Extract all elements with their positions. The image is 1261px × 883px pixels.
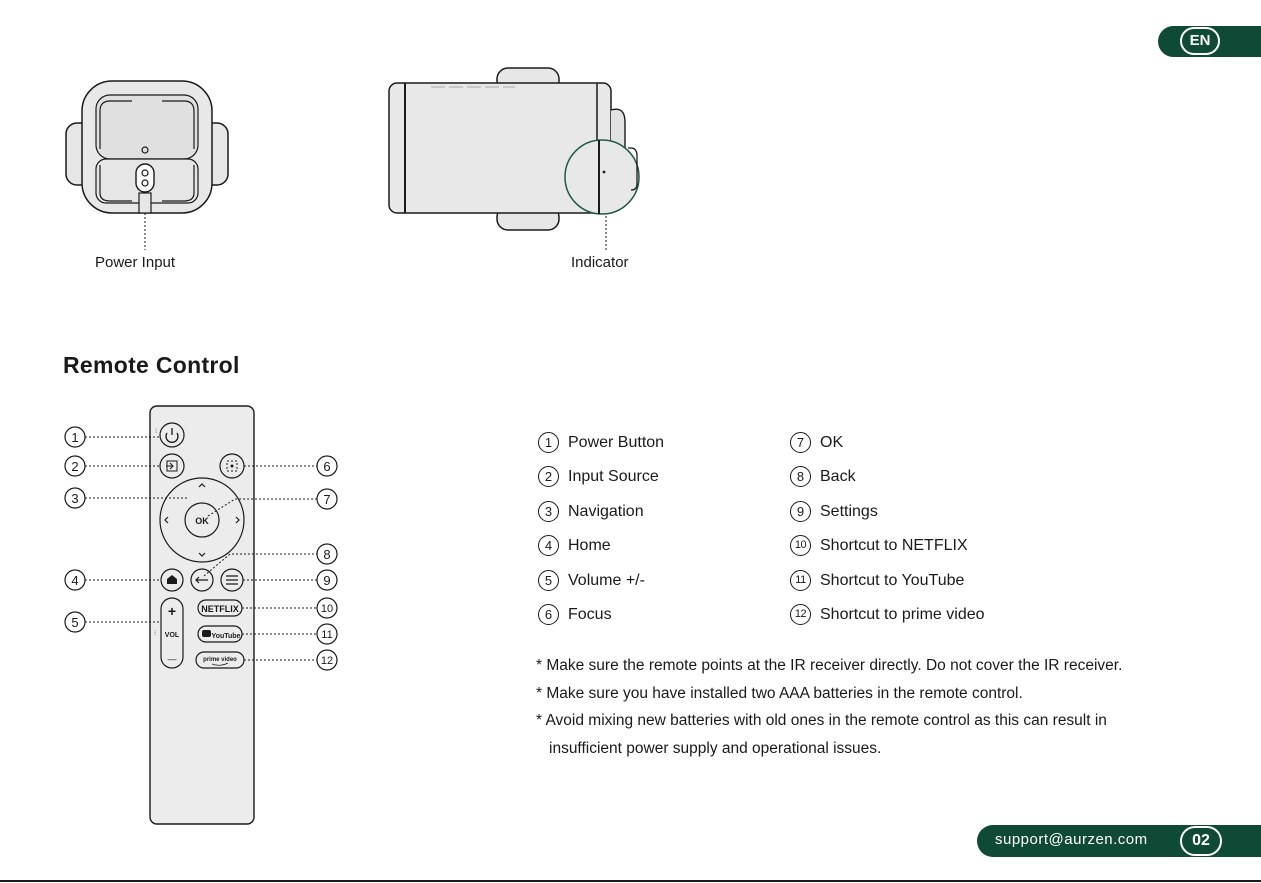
svg-text:⁝: ⁝: [154, 630, 157, 637]
language-badge: EN: [1180, 27, 1220, 55]
callout-label-8: 8: [323, 547, 331, 562]
callout-label-12: 12: [320, 655, 334, 667]
bottom-rule: [0, 880, 1261, 882]
legend-item-3: [538, 501, 644, 522]
legend-label: Shortcut to NETFLIX: [820, 536, 968, 554]
legend-num: 4: [538, 535, 559, 556]
support-email[interactable]: support@aurzen.com: [995, 831, 1148, 848]
callout-label-1: 1: [71, 430, 79, 445]
legend-item-1: [538, 432, 664, 453]
legend-label: Shortcut to prime video: [820, 605, 985, 623]
note-ir-receiver: * Make sure the remote points at the IR receiver directly. Do not cover the IR receiver.: [536, 657, 1123, 674]
note-mixing-batteries-cont: insufficient power supply and operational issues.: [549, 740, 882, 757]
legend-num: 6: [538, 604, 559, 625]
legend-item-12: [790, 604, 985, 625]
legend-item-11: [790, 570, 964, 591]
remote-illustration: [60, 400, 350, 828]
legend-item-8: [790, 466, 856, 487]
callout-label-10: 10: [320, 603, 334, 615]
legend-item-5: [538, 570, 645, 591]
svg-text:—: —: [167, 654, 177, 664]
legend-label: Navigation: [568, 502, 644, 520]
indicator-caption: Indicator: [571, 254, 629, 271]
legend-label: Settings: [820, 502, 878, 520]
svg-text:⁝: ⁝: [155, 428, 158, 435]
legend-label: Volume +/-: [568, 571, 645, 589]
legend-num: 1: [538, 432, 559, 453]
legend-num: 2: [538, 466, 559, 487]
svg-text:YouTube: YouTube: [211, 633, 241, 640]
legend-label: OK: [820, 433, 844, 451]
svg-text:VOL: VOL: [164, 632, 180, 639]
legend-item-9: [790, 501, 878, 522]
legend-num: 12: [790, 604, 811, 625]
legend-label: Power Button: [568, 433, 665, 451]
svg-text:+: +: [167, 603, 177, 619]
note-mixing-batteries: * Avoid mixing new batteries with old ones in the remote control as this can result in: [536, 712, 1107, 729]
legend-label: Home: [568, 536, 611, 554]
callout-label-2: 2: [71, 459, 79, 474]
callout-label-7: 7: [323, 492, 331, 507]
callout-label-9: 9: [323, 573, 331, 588]
callout-label-3: 3: [71, 491, 79, 506]
callout-label-11: 11: [321, 629, 333, 641]
legend-label: Focus: [568, 605, 612, 623]
legend-num: 8: [790, 466, 811, 487]
ok-button-label: OK: [195, 516, 209, 526]
svg-text:NETFLIX: NETFLIX: [201, 604, 239, 614]
legend-num: 10: [790, 535, 811, 556]
callout-label-4: 4: [71, 573, 79, 588]
projector-side-view: [385, 66, 650, 252]
legend-num: 11: [790, 570, 811, 591]
legend-item-4: [538, 535, 611, 556]
legend-num: 3: [538, 501, 559, 522]
callout-label-5: 5: [71, 615, 79, 630]
legend-item-7: [790, 432, 843, 453]
legend-num: 5: [538, 570, 559, 591]
page-number: 02: [1180, 826, 1222, 856]
legend-item-2: [538, 466, 659, 487]
legend-num: 9: [790, 501, 811, 522]
legend-label: Shortcut to YouTube: [820, 571, 965, 589]
legend-num: 7: [790, 432, 811, 453]
legend-item-6: [538, 604, 612, 625]
legend-label: Input Source: [568, 467, 659, 485]
projector-back-view: [60, 75, 240, 250]
note-batteries: * Make sure you have installed two AAA batteries in the remote control.: [536, 685, 1023, 702]
legend-item-10: [790, 535, 968, 556]
legend-label: Back: [820, 467, 856, 485]
power-input-caption: Power Input: [95, 254, 176, 271]
callout-label-6: 6: [323, 459, 331, 474]
svg-text:prime video: prime video: [203, 657, 237, 663]
remote-control-title: Remote Control: [63, 352, 240, 378]
